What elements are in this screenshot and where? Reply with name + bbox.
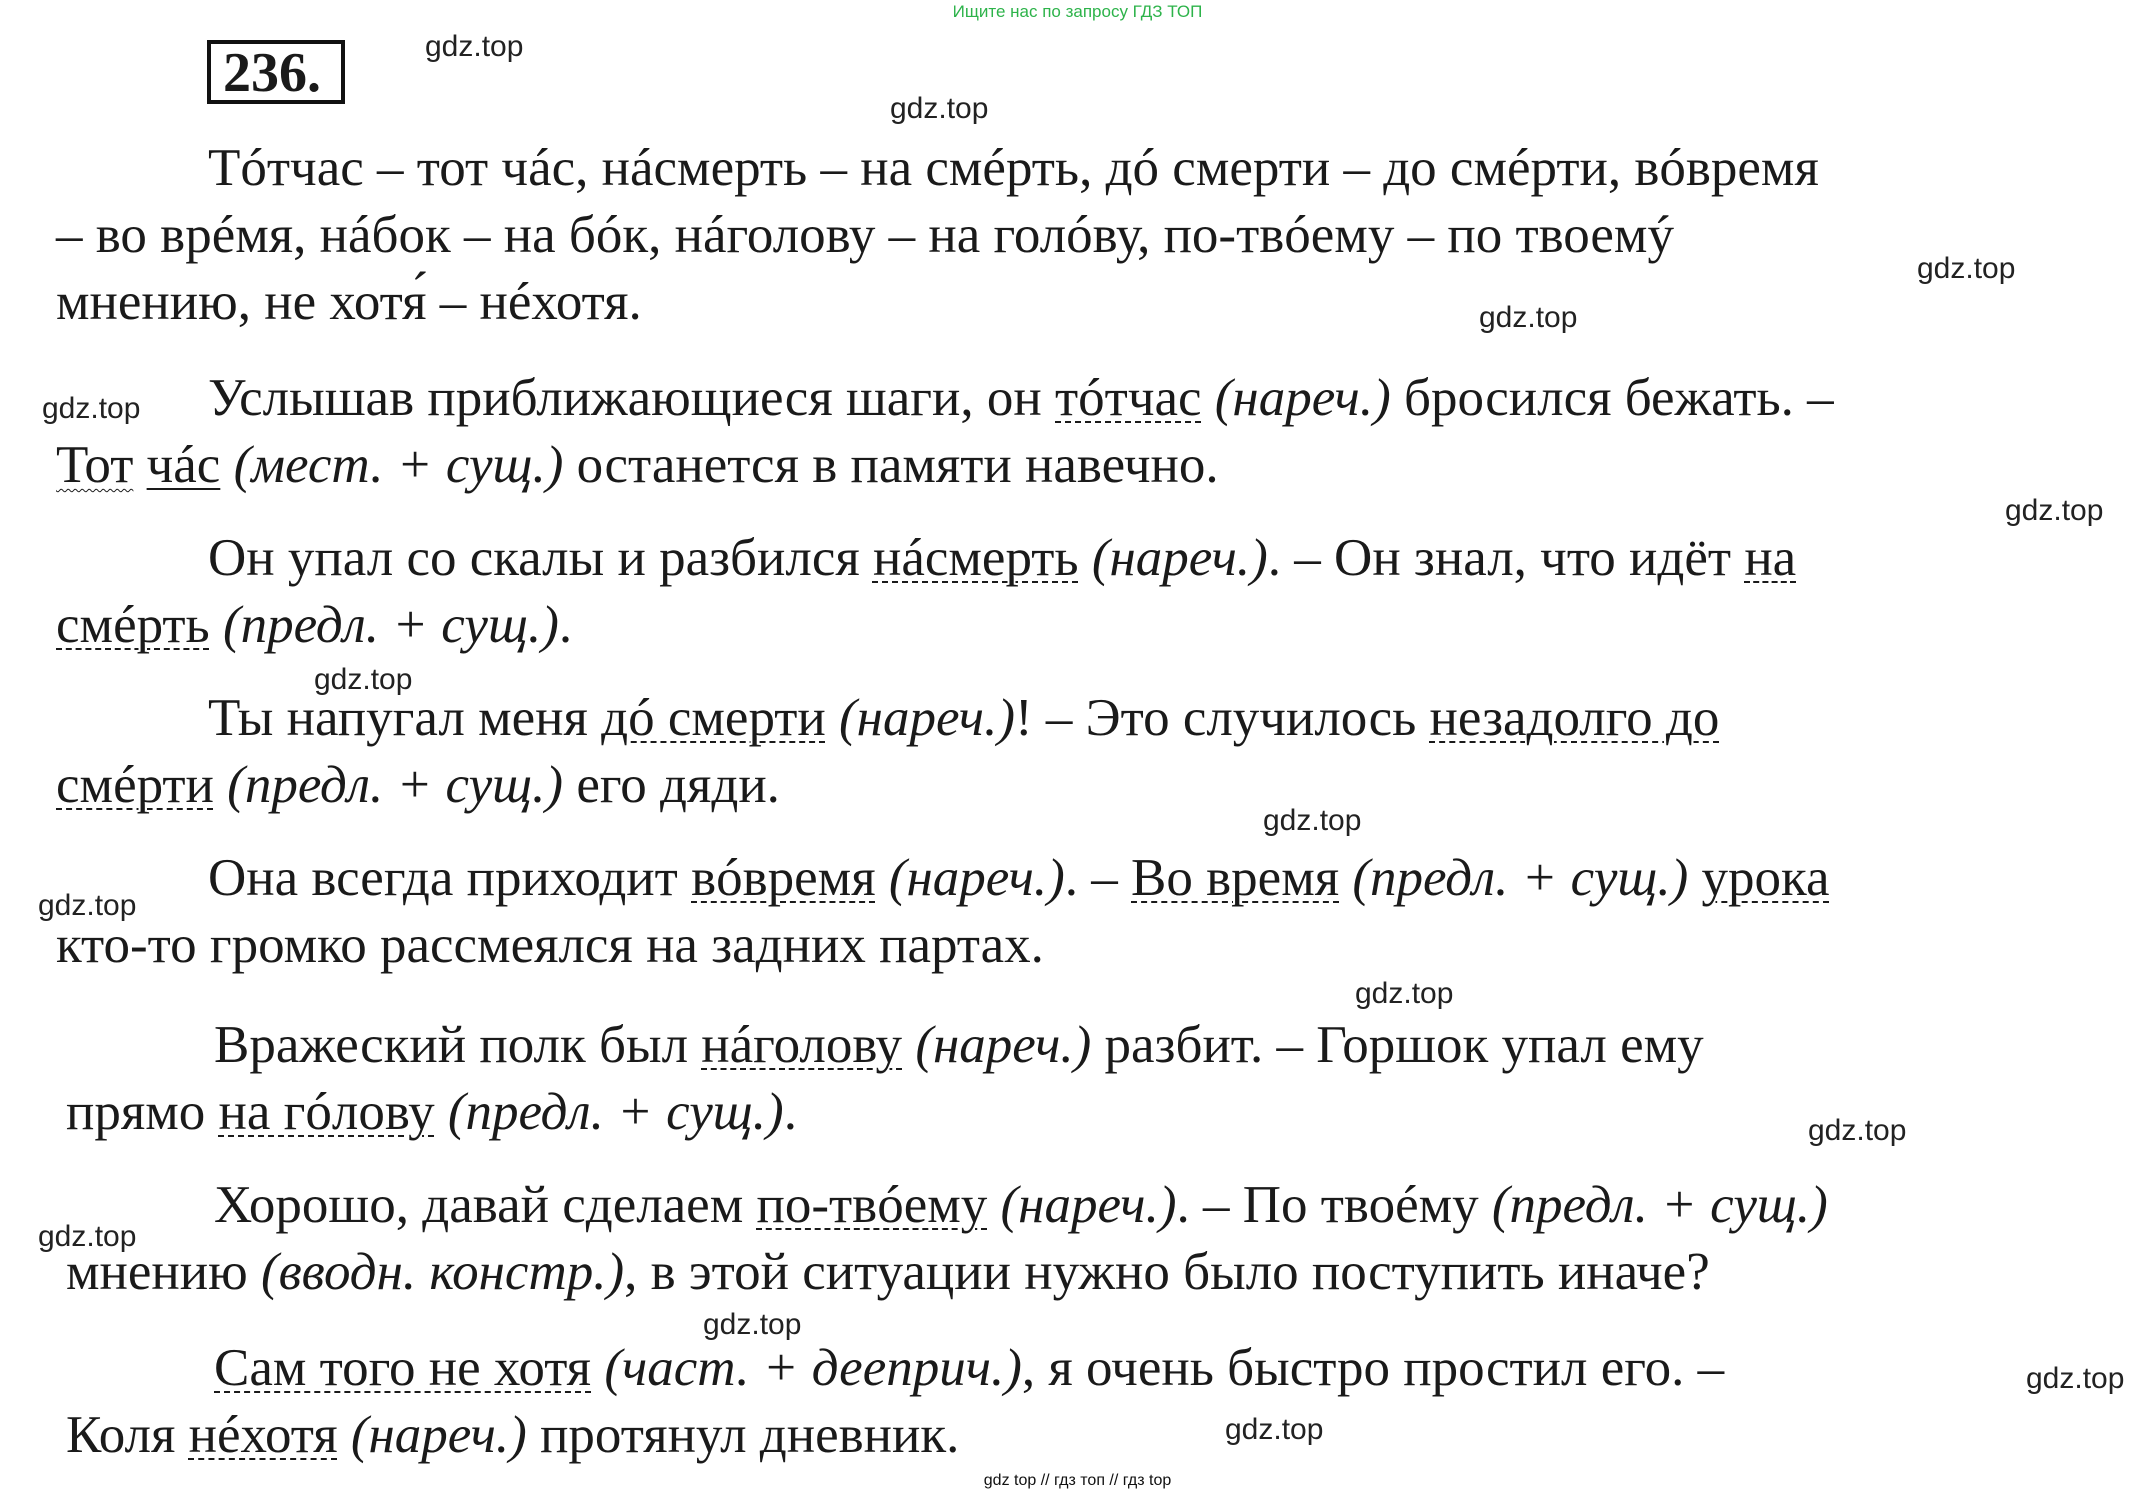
watermark: gdz.top xyxy=(890,92,989,125)
watermark: gdz.top xyxy=(38,889,137,922)
watermark: gdz.top xyxy=(42,392,141,425)
sentence-3-line-1: Ты напугал меня дó смерти (нареч.)! – Это случилось незадолго до xyxy=(208,689,1720,747)
sentence-4-line-1: Она всегда приходит вóвремя (нареч.). – Во время (предл. + сущ.) урока xyxy=(208,849,1830,907)
watermark: gdz.top xyxy=(1355,977,1454,1010)
sentence-6-line-1: Хорошо, давай сделаем по-твóему (нареч.). – По твоéму (предл. + сущ.) xyxy=(214,1176,1828,1234)
watermark: gdz.top xyxy=(703,1308,802,1341)
watermark: gdz.top xyxy=(1225,1413,1324,1446)
watermark: gdz.top xyxy=(2026,1362,2125,1395)
watermark: gdz.top xyxy=(314,663,413,696)
search-banner: Ищите нас по запросу ГДЗ ТОП xyxy=(952,2,1203,21)
pairs-line-2: – во врéмя, нáбок – на бóк, нáголову – на голóву, по-твóему – по твоемý xyxy=(56,206,1674,264)
sentence-5-line-2: прямо на гóлову (предл. + сущ.). xyxy=(66,1083,797,1141)
pairs-line-1: Тóтчас – тот чáс, нáсмерть – на смéрть, дó смерти – до смéрти, вóвремя xyxy=(208,139,1819,197)
watermark: gdz.top xyxy=(38,1220,137,1253)
sentence-4-line-2: кто-то громко рассмеялся на задних партах. xyxy=(56,916,1044,974)
sentence-2-line-1: Он упал со скалы и разбился нáсмерть (нареч.). – Он знал, что идёт на xyxy=(208,529,1797,587)
watermark: gdz.top xyxy=(1263,804,1362,837)
sentence-5-line-1: Вражеский полк был нáголову (нареч.) разбит. – Горшок упал ему xyxy=(214,1016,1704,1074)
sentence-2-line-2: смéрть (предл. + сущ.). xyxy=(56,596,573,654)
pairs-line-3: мнению, не хотя́ – нéхотя. xyxy=(56,273,642,331)
sentence-6-line-2: мнению (вводн. констр.), в этой ситуации нужно было поступить иначе? xyxy=(66,1243,1710,1301)
sentence-3-line-2: смéрти (предл. + сущ.) его дяди. xyxy=(56,756,780,814)
sentence-7-line-2: Коля нéхотя (нареч.) протянул дневник. xyxy=(66,1406,960,1464)
watermark: gdz.top xyxy=(1917,252,2016,285)
sentence-1-line-1: Услышав приближающиеся шаги, он тóтчас (нареч.) бросился бежать. – xyxy=(208,369,1834,427)
watermark: gdz.top xyxy=(1808,1114,1907,1147)
sentence-7-line-1: Сам того не хотя (част. + дееприч.), я очень быстро простил его. – xyxy=(214,1339,1725,1397)
watermark: gdz.top xyxy=(2005,494,2104,527)
watermark: gdz.top xyxy=(425,30,524,63)
sentence-1-line-2: Тот чáс (мест. + сущ.) останется в памяти навечно. xyxy=(56,436,1219,494)
exercise-number: 236. xyxy=(207,40,345,104)
watermark: gdz.top xyxy=(1479,301,1578,334)
footer-watermark: gdz top // гдз топ // гдз top xyxy=(983,1472,1172,1489)
